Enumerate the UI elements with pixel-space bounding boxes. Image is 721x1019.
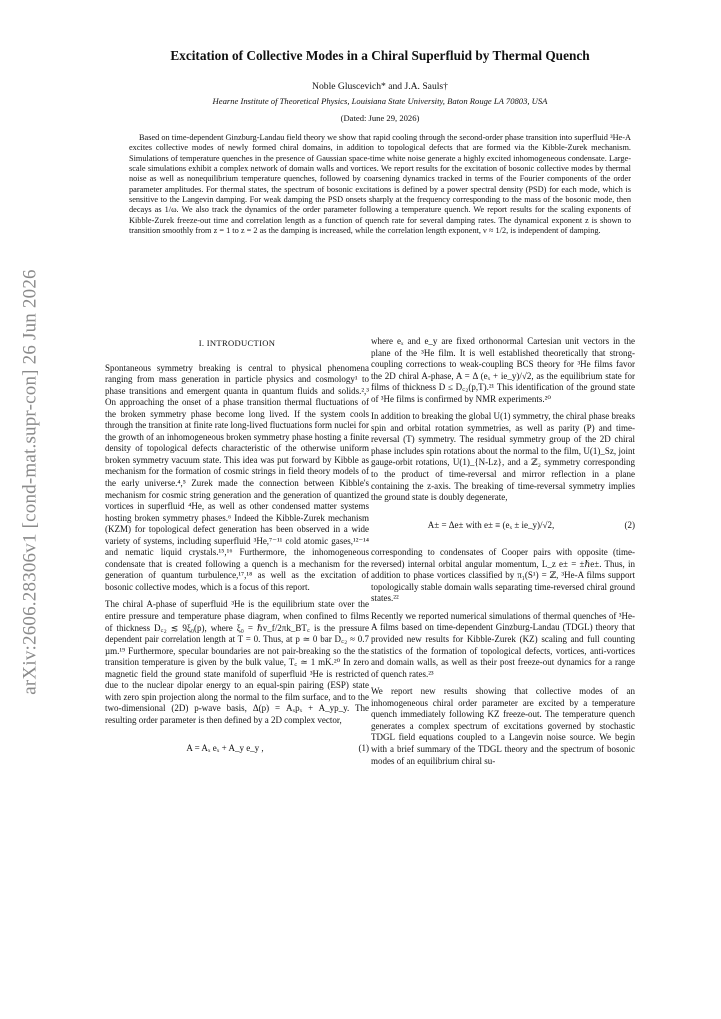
left-column	[105, 336, 369, 770]
right-paragraph-5: We report new results showing that collective modes of an inhomogeneous chiral order parameter are excited by a temperature quench immediately following KZ freeze-out. The temperature quench generates a complex spectrum of excitations governed by stochastic TDGL field equations coupled to a Langevin noise source. We begin with a brief summary of the TDGL theory and the spectrum of bosonic modes of an equilibrium chiral su-	[371, 686, 635, 766]
right-paragraph-3: corresponding to condensates of Cooper pairs with opposite (time-reversed) internal orbital angular momentum, L_z e± = ±ℏe±. Thus, in addition to phase vortices classified by π₁(S¹) = ℤ, ³He-A films support topologically stable domain walls separating time-reversed chiral ground states.²²	[371, 547, 635, 604]
paper-affiliation: Hearne Institute of Theoretical Physics, Louisiana State University, Baton Rouge LA 70803, USA	[212, 96, 548, 106]
abstract: Based on time-dependent Ginzburg-Landau field theory we show that rapid cooling through the second-order phase transition into superfluid ³He-A excites collective modes of newly formed chiral domains, in addition to topological defects that are formed via the Kibble-Zurek mechanism. Simulations of temperature quenches in the presence of Gaussian space-time white noise generate a highly excited inhomogeneous condensate. Large-scale simulations exhibit a complex network of domain walls and vortices. We report results for the excitation of bosonic collective modes by thermal noise as well as nonequilibrium temperature quenches, followed by coarsening dynamics tracked in terms of the Fourier components of the order parameter amplitudes. For thermal states, the spectrum of bosonic excitations is defined by a power spectral density (PSD) for each mode, which is sensitive to the Langevin damping. For weak damping the PSD onsets sharply at the frequency corresponding to the mass of the bosonic mode, then decays as 1/ω. We also track the dynamics of the order parameter following a temperature quench. We report results for the scaling exponents of Kibble-Zurek freeze-out time and correlation length as a function of quench rate for several damping rates. The dynamical exponent z is shown to transition smoothly from z = 1 to z = 2 as the damping is increased, while the correlation length exponent, ν ≈ 1/2, is independent of damping.	[129, 133, 631, 236]
right-paragraph-4: Recently we reported numerical simulations of thermal quenches of ³He-A films based on time-dependent Ginzburg-Landau (TDGL) theory that provided new results for Kibble-Zurek (KZ) scaling and full counting statistics of the formation of topological defects, vortices, anti-vortices and domain walls, as well as their post freeze-out dynamics for a range of quench rates.²³	[371, 610, 635, 679]
right-paragraph-1: where eₓ and e_y are fixed orthonormal Cartesian unit vectors in the plane of the ³He film. It is well established theoretically that strong-coupling corrections to weak-coupling BCS theory for ³He films favor the 2D chiral A-phase, A = Δ (eₓ + ie_y)/√2, as the equilibrium state for films of thickness D ≤ D꜀₂(p,T).²¹ This identification of the ground state of ³He films is confirmed by NMR experiments.²⁰	[371, 336, 635, 404]
arxiv-sidebar-stamp	[6, 238, 56, 726]
equation-2-number: (2)	[624, 519, 635, 530]
paper-title: Excitation of Collective Modes in a Chiral Superfluid by Thermal Quench	[170, 48, 590, 63]
arxiv-identifier: arXiv:2606.28306v1 [cond-mat.supr-con] 26 Jun 2026	[20, 269, 42, 695]
intro-paragraph-2: The chiral A-phase of superfluid ³He is the equilibrium state over the entire pressure and temperature phase diagram, when confined to films of thickness D꜀₂ ≲ 9ξ₀(p), where ξ₀ = ℏv_f/2πk_BT꜀ is the pressure dependent pair correlation length at T = 0. Thus, at p ≃ 0 bar D꜀₂ ≈ 0.7 µm.¹⁹ Furthermore, specular boundaries are not pair-breaking so the the transition temperature is given by the bulk value, T꜀ ≃ 1 mK.²⁰ In zero magnetic field the ground state manifold of superfluid ³He is restricted due to the nuclear dipolar energy to an equal-spin pairing (ESP) state with zero spin projection along the normal to the film surface, and to the two-dimensional (2D) p-wave basis, Δ(p) = Aₓpₓ + A_yp_y. The resulting order parameter is then defined by a 2D complex vector,	[105, 599, 369, 725]
intro-paragraph-1: Spontaneous symmetry breaking is central to physical phenomena ranging from mass generation in particle physics and cosmology¹ to phase transitions and emergent quanta in quantum fluids and solids.²,³ On approaching the onset of a phase transition thermal fluctuations of the broken symmetry phase become long lived. If the system cools through the transition at finite rate long-lived fluctuations form nuclei for the growth of an inhomogeneous broken symmetry phase hosting a finite density of topological defects characteristic of the otherwise uniform broken symmetry vacuum state. This idea was put forward by Kibble as mechanism for the formation of cosmic strings in field theory models of the early universe.⁴,⁵ Zurek made the connection between Kibble's mechanism for cosmic string generation and the generation of quantized vortices in superfluid ⁴He, as well as other condensed matter systems hosting broken symmetry phases.⁶ Indeed the Kibble-Zurek mechanism (KZM) for topological defect generation has been observed in a wide variety of systems, including superfluid ³He,⁷⁻¹¹ cold atomic gases,¹²⁻¹⁴ and nematic liquid crystals.¹⁵,¹⁶ Furthermore, the inhomogeneous condensate that is created following a quench is a mechanism for the generation of quantum turbulence,¹⁷,¹⁸ as well as the excitation of bosonic collective modes, which is a focus of this report.	[105, 362, 369, 592]
right-column	[371, 336, 635, 773]
right-paragraph-2: In addition to breaking the global U(1) symmetry, the chiral phase breaks spin and orbital rotation symmetries, as well as parity (P) and time-reversal (T) symmetry. The residual symmetry group of the 2D chiral phase includes spin rotations about the normal to the film, U(1)_Sz, joint gauge-orbit rotations, U(1)_{N-Lz}, and a ℤ₂ symmetry corresponding to the product of time-reversal and mirror reflection in a plane containing the z-axis. The breaking of time-reversal symmetry implies the ground state is doubly degenerate,	[371, 411, 635, 503]
equation-2-body: A± = Δe± with e± ≡ (eₓ ± ie_y)/√2,	[427, 519, 555, 530]
paper-authors: Noble Gluscevich* and J.A. Sauls†	[312, 81, 448, 92]
equation-1-number: (1)	[358, 742, 369, 753]
equation-1	[105, 743, 369, 755]
equation-2	[371, 520, 635, 532]
paper-date: (Dated: June 29, 2026)	[340, 113, 420, 123]
equation-1-body: A = Aₓ eₓ + A_y e_y ,	[186, 742, 264, 753]
section-heading-introduction: I. INTRODUCTION	[198, 338, 276, 348]
